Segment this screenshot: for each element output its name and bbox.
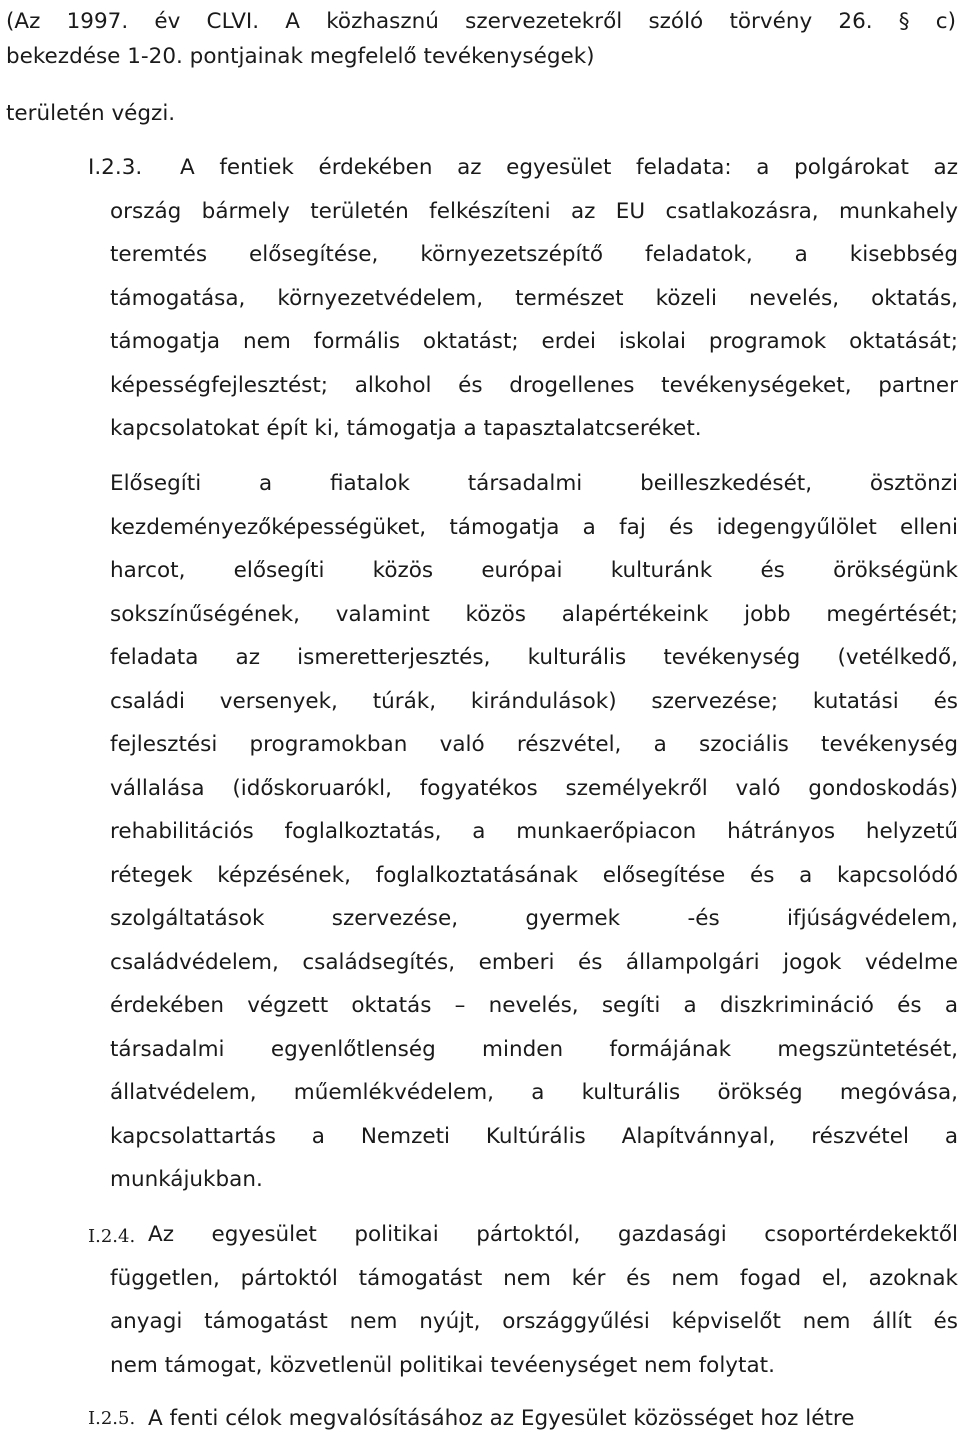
section-number: I.2.5. [88, 1408, 136, 1429]
text-line: támogatása, környezetvédelem, természet közeli nevelés, oktatás, [110, 285, 958, 311]
text-line: feladata az ismeretterjesztés, kulturális tevékenység (vetélkedő, [110, 645, 958, 670]
text-line: kezdeményezőképességüket, támogatja a faj és idegengyűlölet elleni [110, 514, 958, 540]
text-line: A fenti célok megvalósításához az Egyesület közösséget hoz létre [148, 1406, 855, 1431]
text-line: független, pártoktól támogatást nem kér és nem fogad el, azoknak [110, 1265, 958, 1291]
text-line: családvédelem, családsegítés, emberi és állampolgári jogok védelme [110, 949, 958, 975]
text-line: vállalása (időskoruarókl, fogyatékos személyekről való gondoskodás) [110, 775, 958, 801]
text-line: ország bármely területén felkészíteni az EU csatlakozásra, munkahely [110, 198, 958, 224]
text-line: nem támogat, közvetlenül politikai tevéenységet nem folytat. [110, 1352, 775, 1378]
section-1-2-5-body [148, 1397, 958, 1441]
text-line: állatvédelem, műemlékvédelem, a kulturális örökség megóvása, [110, 1080, 958, 1105]
text-line: társadalmi egyenlőtlenség minden formájának megszüntetését, [110, 1036, 958, 1062]
section-number: I.2.3. [88, 155, 143, 180]
text-line: támogatja nem formális oktatást; erdei iskolai programok oktatását; [110, 329, 958, 354]
text-line: A fentiek érdekében az egyesület feladata: a polgárokat az [180, 155, 958, 180]
text-line: képességfejlesztést; alkohol és drogellenes tevékenységeket, partner [110, 372, 958, 398]
text-line: Az egyesület politikai pártoktól, gazdasági csoportérdekektől [148, 1222, 958, 1247]
text-line: munkájukban. [110, 1167, 263, 1192]
text-line: rétegek képzésének, foglalkoztatásának elősegítése és a kapcsolódó [110, 862, 958, 888]
text-line: rehabilitációs foglalkoztatás, a munkaerőpiacon hátrányos helyzetű [110, 819, 958, 844]
section-number: I.2.4. [88, 1226, 136, 1247]
paragraph-2-body [110, 462, 958, 1202]
text-line: Elősegíti a fiatalok társadalmi beilleszkedését, ösztönzi [110, 471, 958, 496]
text-line: anyagi támogatást nem nyújt, országgyűlési képviselőt nem állít és [110, 1309, 958, 1334]
text-line: harcot, elősegíti közös európai kulturánk és örökségünk [110, 558, 958, 583]
section-1-2-3-body [110, 146, 958, 451]
intro-line-1: (Az 1997. év CLVI. A közhasznú szervezetekről szóló törvény 26. § c) [6, 9, 956, 34]
text-line: szolgáltatások szervezése, gyermek -és ifjúságvédelem, [110, 906, 958, 931]
text-line: teremtés elősegítése, környezetszépítő feladatok, a kisebbség [110, 242, 958, 267]
text-line: kapcsolattartás a Nemzeti Kultúrális Alapítvánnyal, részvétel a [110, 1123, 958, 1149]
text-line: fejlesztési programokban való részvétel, a szociális tevékenység [110, 732, 958, 757]
text-line: kapcsolatokat épít ki, támogatja a tapasztalatcseréket. [110, 416, 702, 441]
intro-line-2: bekezdése 1-20. pontjainak megfelelő tevékenységek) [6, 44, 595, 69]
text-line: sokszínűségének, valamint közös alapértékeink jobb megértését; [110, 601, 958, 627]
text-line: családi versenyek, túrák, kirándulások) szervezése; kutatási és [110, 688, 958, 714]
intro-line-3: területén végzi. [6, 101, 176, 126]
text-line: érdekében végzett oktatás – nevelés, segíti a diszkrimináció és a [110, 993, 958, 1018]
